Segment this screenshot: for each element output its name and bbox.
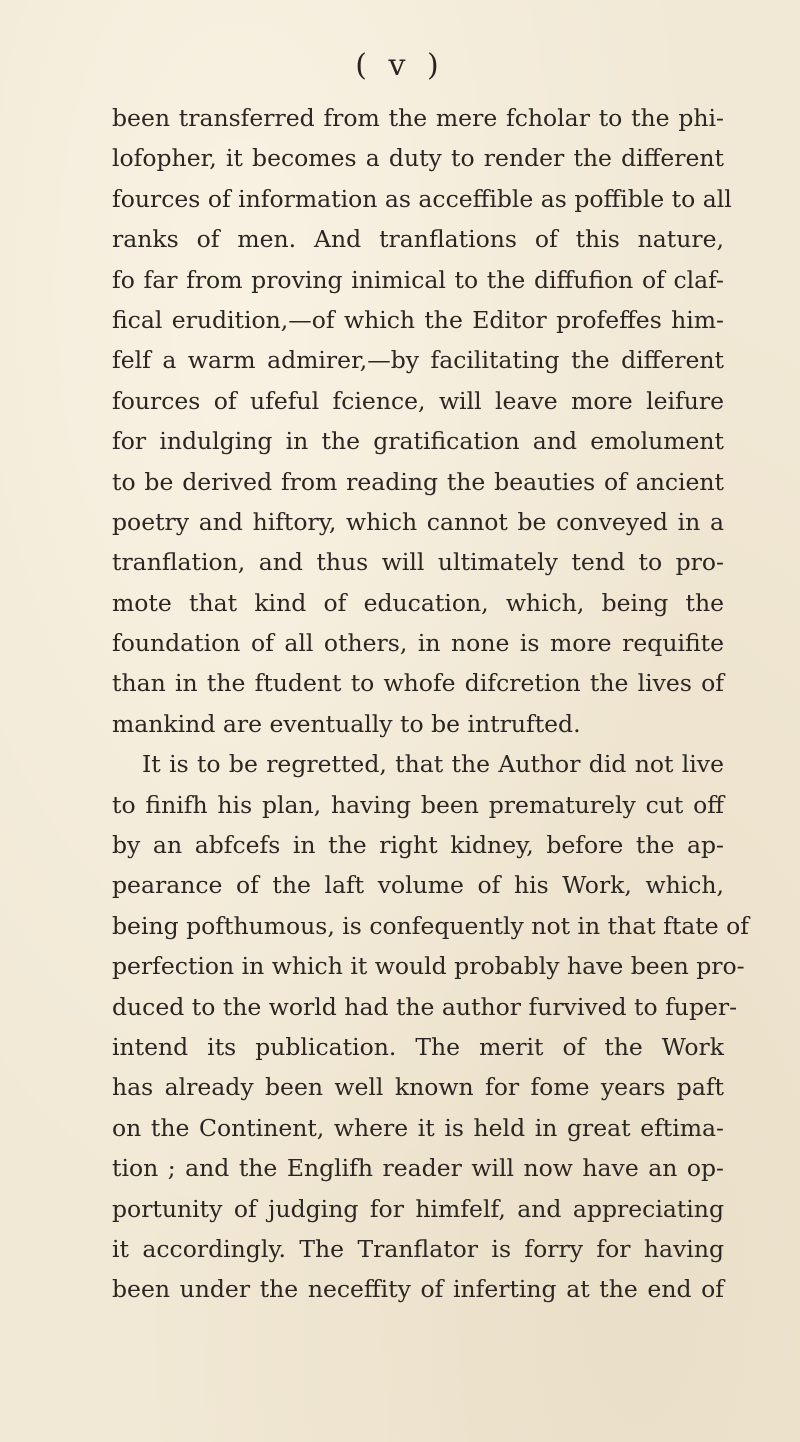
text-line: tranflation, and thus will ultimately tend to pro- <box>112 548 724 577</box>
text-line: poetry and hiftory, which cannot be conveyed in a <box>112 507 724 536</box>
text-line: been transferred from the mere fcholar to the phi- <box>112 104 724 132</box>
text-line: felf a warm admirer,—by facilitating the different <box>112 346 724 375</box>
text-line: has already been well known for fome years paft <box>112 1073 724 1102</box>
page-number: ( v ) <box>355 48 445 83</box>
text-line: mankind are eventually to be intrufted. <box>112 709 581 738</box>
text-line: foundation of all others, in none is more requifite <box>112 629 724 658</box>
text-line: by an abfcefs in the right kidney, before the ap- <box>112 831 724 860</box>
text-line: It is to be regretted, that the Author did not live <box>142 750 724 779</box>
text-line: to be derived from reading the beauties of ancient <box>112 467 724 496</box>
text-line: fo far from proving inimical to the diffufion of claf- <box>112 265 724 294</box>
text-line: pearance of the laft volume of his Work, which, <box>112 871 724 900</box>
text-line: perfection in which it would probably have been pro- <box>112 952 745 981</box>
text-line: intend its publication. The merit of the Work <box>112 1032 724 1061</box>
text-line: tion ; and the Englifh reader will now have an op- <box>112 1154 724 1183</box>
text-line: fical erudition,—of which the Editor profeffes him- <box>112 305 724 334</box>
body-text <box>112 98 749 1310</box>
text-line: it accordingly. The Tranflator is forry for having <box>112 1234 724 1263</box>
text-line: portunity of judging for himfelf, and appreciating <box>112 1194 724 1223</box>
text-line: been under the neceffity of inferting at the end of <box>112 1275 724 1304</box>
text-line: fources of ufeful fcience, will leave more leifure <box>112 386 724 415</box>
text-line: being pofthumous, is confequently not in that ftate of <box>112 911 749 940</box>
text-line: for indulging in the gratification and emolument <box>112 427 724 456</box>
text-line: on the Continent, where it is held in great eftima- <box>112 1113 724 1142</box>
text-line: fources of information as acceffible as poffible to all <box>112 184 732 213</box>
text-line: than in the ftudent to whofe difcretion the lives of <box>112 669 724 698</box>
text-line: to finifh his plan, having been prematurely cut off <box>112 790 724 819</box>
text-line: ranks of men. And tranflations of this nature, <box>112 225 724 254</box>
text-line: mote that kind of education, which, being the <box>112 588 724 617</box>
text-line: duced to the world had the author furvived to fuper- <box>112 992 738 1021</box>
text-line: lofopher, it becomes a duty to render the different <box>112 144 724 173</box>
